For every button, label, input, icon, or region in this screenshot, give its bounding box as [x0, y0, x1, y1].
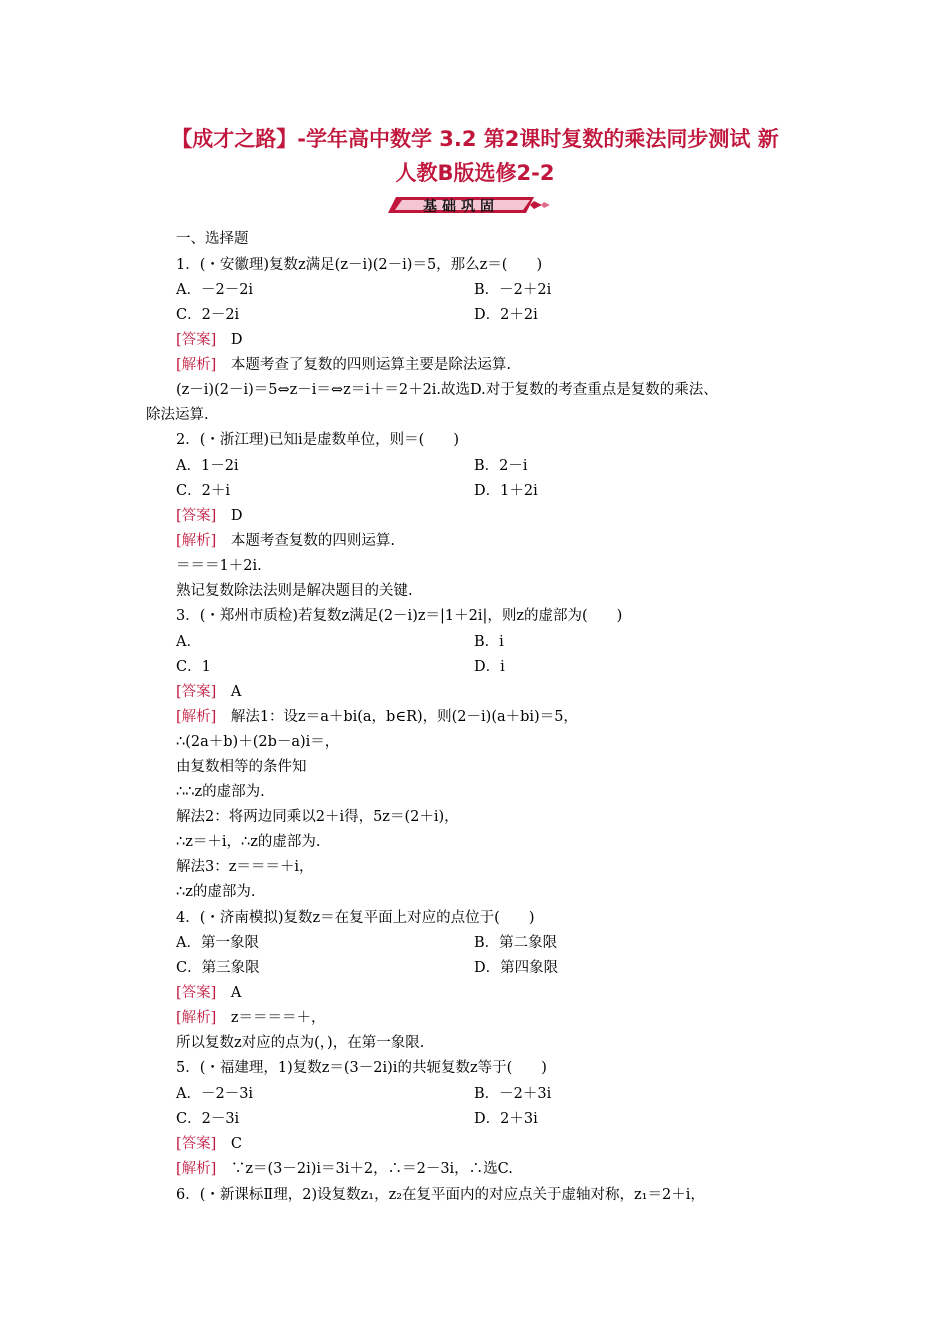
q3-option-b: B．i [474, 634, 504, 650]
q4-option-c: C．第三象限 [176, 960, 260, 976]
q4-option-b: B．第二象限 [474, 935, 558, 951]
q5-option-d: D．2＋3i [474, 1111, 538, 1127]
question-2-stem: 2．(・浙江理)已知i是虚数单位，则＝( ) [176, 432, 459, 448]
q2-analysis [176, 531, 395, 551]
q2-analysis-line2: ＝＝＝1＋2i. [176, 558, 262, 574]
answer-tag: [答案] [176, 985, 217, 1001]
analysis-text: 本题考查复数的四则运算. [230, 533, 395, 549]
section-heading: 一、选择题 [176, 231, 249, 247]
q3-analysis-line6: 解法3：z＝＝＝＋i， [176, 859, 314, 875]
banner-label: 基础巩固 [423, 199, 499, 215]
q2-option-c: C．2＋i [176, 483, 230, 499]
q4-answer [176, 983, 241, 1003]
q5-option-b: B．－2＋3i [474, 1086, 552, 1102]
analysis-tag: [解析] [176, 357, 217, 373]
analysis-tag: [解析] [176, 533, 217, 549]
q1-option-a: A．－2－2i [176, 282, 254, 298]
q5-option-c: C．2－3i [176, 1111, 240, 1127]
analysis-text: z＝＝＝＝＋， [230, 1010, 326, 1026]
q3-option-c: C．1 [176, 659, 211, 675]
question-6-stem: 6．(・新课标Ⅱ理，2)设复数z₁，z₂在复平面内的对应点关于虚轴对称，z₁＝2＋i， [176, 1187, 705, 1203]
q1-answer [176, 330, 242, 350]
q3-analysis-line7: ∴z的虚部为. [176, 884, 256, 900]
q1-option-c: C．2－2i [176, 307, 240, 323]
q5-analysis [176, 1159, 513, 1179]
analysis-tag: [解析] [176, 709, 217, 725]
q1-analysis [176, 355, 511, 375]
question-4-stem: 4．(・济南模拟)复数z＝在复平面上对应的点位于( ) [176, 910, 535, 926]
q5-answer [176, 1134, 242, 1154]
question-3-stem: 3．(・郑州市质检)若复数z满足(2－i)z＝|1＋2i|，则z的虚部为( ) [176, 608, 623, 624]
answer-tag: [答案] [176, 332, 217, 348]
q3-option-d: D．i [474, 659, 505, 675]
q3-analysis [176, 707, 578, 727]
question-1-stem: 1．(・安徽理)复数z满足(z－i)(2－i)＝5，那么z＝( ) [176, 257, 543, 273]
answer-value: C [230, 1136, 242, 1152]
document-title-line1: 【成才之路】-学年高中数学 3.2 第2课时复数的乘法同步测试 新 [171, 127, 779, 151]
answer-tag: [答案] [176, 684, 217, 700]
q4-analysis-line2: 所以复数z对应的点为(，)，在第一象限. [176, 1035, 425, 1051]
q3-analysis-line1: ∴(2a＋b)＋(2b－a)i＝， [176, 734, 340, 750]
analysis-text: ∵z＝(3－2i)i＝3i＋2，∴＝2－3i，∴选C. [230, 1161, 513, 1177]
answer-value: D [230, 332, 243, 348]
q1-analysis-line3: 除法运算. [146, 407, 209, 423]
question-5-stem: 5．(・福建理，1)复数z＝(3－2i)i的共轭复数z等于( ) [176, 1060, 547, 1076]
q2-answer [176, 506, 242, 526]
q1-analysis-line2: (z－i)(2－i)＝5⇔z－i＝⇔z＝i＋＝2＋2i.故选D.对于复数的考查重点是复数的乘法、 [176, 382, 718, 398]
q2-option-d: D．1＋2i [474, 483, 538, 499]
q3-analysis-line2: 由复数相等的条件知 [176, 759, 307, 775]
analysis-tag: [解析] [176, 1161, 217, 1177]
section-banner [386, 193, 556, 217]
q2-option-b: B．2－i [474, 458, 528, 474]
q2-analysis-line3: 熟记复数除法法则是解决题目的关键. [176, 583, 413, 599]
q3-answer [176, 682, 241, 702]
q3-analysis-line5: ∴z＝＋i，∴z的虚部为. [176, 834, 321, 850]
answer-value: A [230, 684, 242, 700]
answer-tag: [答案] [176, 508, 217, 524]
answer-tag: [答案] [176, 1136, 217, 1152]
analysis-text: 解法1：设z＝a＋bi(a，b∈R)，则(2－i)(a＋bi)＝5， [230, 709, 578, 725]
q1-option-b: B．－2＋2i [474, 282, 552, 298]
q1-option-d: D．2＋2i [474, 307, 538, 323]
q2-option-a: A．1－2i [176, 458, 239, 474]
answer-value: A [230, 985, 242, 1001]
document-title-line2: 人教B版选修2-2 [395, 161, 555, 185]
q3-analysis-line4: 解法2：将两边同乘以2＋i得，5z＝(2＋i)， [176, 809, 459, 825]
answer-value: D [230, 508, 243, 524]
q4-analysis [176, 1008, 325, 1028]
q4-option-a: A．第一象限 [176, 935, 259, 951]
q3-option-a: A． [176, 634, 201, 650]
analysis-text: 本题考查了复数的四则运算主要是除法运算. [230, 357, 511, 373]
q3-analysis-line3: ∴∴z的虚部为. [176, 784, 265, 800]
q5-option-a: A．－2－3i [176, 1086, 254, 1102]
q4-option-d: D．第四象限 [474, 960, 559, 976]
analysis-tag: [解析] [176, 1010, 217, 1026]
